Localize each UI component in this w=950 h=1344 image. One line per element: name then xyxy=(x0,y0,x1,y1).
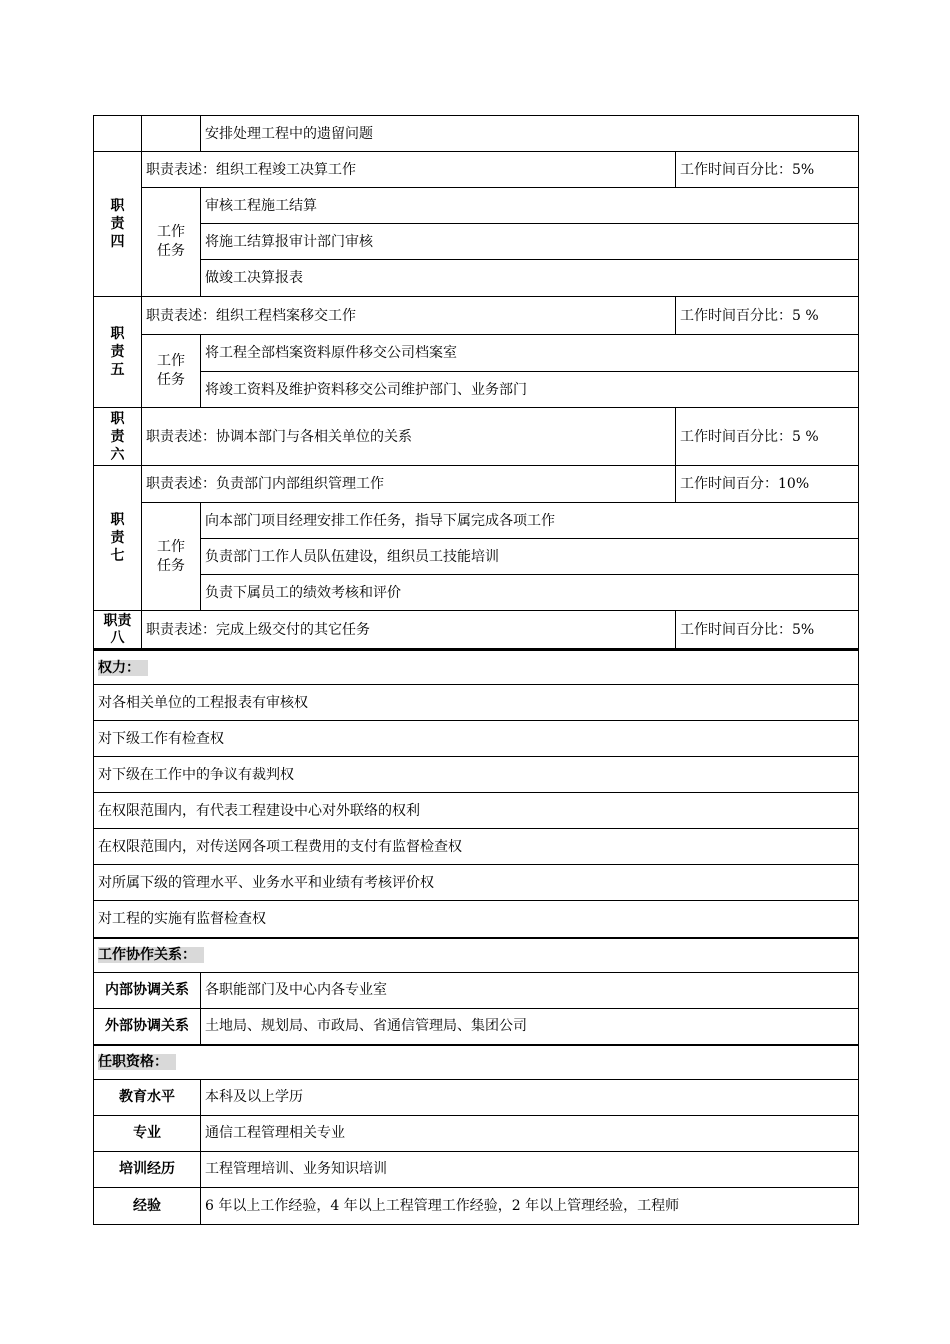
internal-relations-label: 内部协调关系 xyxy=(94,972,201,1008)
duty-8-time-percent: 工作时间百分比：5% xyxy=(676,611,859,649)
duty-7-task-label: 工作任务 xyxy=(142,503,201,611)
duty-8-label: 职责八 xyxy=(94,611,142,649)
task-item: 向本部门项目经理安排工作任务，指导下属完成各项工作 xyxy=(201,503,859,539)
qualifications-heading: 任职资格： xyxy=(94,1045,859,1080)
power-item: 对各相关单位的工程报表有审核权 xyxy=(94,685,859,721)
qualification-label: 专业 xyxy=(94,1115,201,1151)
duty-5-label: 职责五 xyxy=(94,297,142,408)
qualification-value: 通信工程管理相关专业 xyxy=(201,1115,859,1151)
qualification-label: 教育水平 xyxy=(94,1079,201,1115)
power-item: 对下级在工作中的争议有裁判权 xyxy=(94,757,859,793)
job-description-page xyxy=(93,115,858,1225)
power-item: 在权限范围内，有代表工程建设中心对外联络的权利 xyxy=(94,793,859,829)
relations-heading: 工作协作关系： xyxy=(94,938,859,973)
duty-7-description: 职责表述：负责部门内部组织管理工作 xyxy=(142,466,676,503)
qualification-label: 经验 xyxy=(94,1187,201,1224)
duty-6-label: 职责六 xyxy=(94,408,142,466)
power-item: 在权限范围内，对传送网各项工程费用的支付有监督检查权 xyxy=(94,829,859,865)
qualification-value: 工程管理培训、业务知识培训 xyxy=(201,1151,859,1187)
duty-4-label: 职责四 xyxy=(94,152,142,297)
duty-4-description: 职责表述：组织工程竣工决算工作 xyxy=(142,152,676,188)
duty-6-time-percent: 工作时间百分比：5 % xyxy=(676,408,859,466)
duty-5-task-label: 工作任务 xyxy=(142,335,201,408)
duty-6-description: 职责表述：协调本部门与各相关单位的关系 xyxy=(142,408,676,466)
duty-4-time-percent: 工作时间百分比：5% xyxy=(676,152,859,188)
qualification-value: 本科及以上学历 xyxy=(201,1079,859,1115)
task-item: 将工程全部档案资料原件移交公司档案室 xyxy=(201,335,859,372)
external-relations-label: 外部协调关系 xyxy=(94,1008,201,1045)
power-item: 对下级工作有检查权 xyxy=(94,721,859,757)
task-item: 做竣工决算报表 xyxy=(201,260,859,297)
qualification-label: 培训经历 xyxy=(94,1151,201,1187)
powers-heading: 权力： xyxy=(94,650,859,685)
task-item: 负责部门工作人员队伍建设，组织员工技能培训 xyxy=(201,539,859,575)
task-item: 将施工结算报审计部门审核 xyxy=(201,224,859,260)
task-item: 将竣工资料及维护资料移交公司维护部门、业务部门 xyxy=(201,372,859,408)
duty-8-description: 职责表述：完成上级交付的其它任务 xyxy=(142,611,676,649)
task-item: 安排处理工程中的遗留问题 xyxy=(201,116,859,152)
task-item: 审核工程施工结算 xyxy=(201,188,859,224)
duty-label-cell xyxy=(94,116,142,152)
duty-5-description: 职责表述：组织工程档案移交工作 xyxy=(142,297,676,335)
power-item: 对所属下级的管理水平、业务水平和业绩有考核评价权 xyxy=(94,865,859,901)
duty-4-task-label: 工作任务 xyxy=(142,188,201,297)
duty-5-time-percent: 工作时间百分比：5 % xyxy=(676,297,859,335)
power-item: 对工程的实施有监督检查权 xyxy=(94,901,859,938)
task-item: 负责下属员工的绩效考核和评价 xyxy=(201,575,859,611)
internal-relations-value: 各职能部门及中心内各专业室 xyxy=(201,972,859,1008)
task-label-cell xyxy=(142,116,201,152)
duties-table xyxy=(93,115,859,649)
details-table xyxy=(93,649,859,1225)
external-relations-value: 土地局、规划局、市政局、省通信管理局、集团公司 xyxy=(201,1008,859,1045)
qualification-value: 6 年以上工作经验，4 年以上工程管理工作经验，2 年以上管理经验，工程师 xyxy=(201,1187,859,1224)
duty-7-time-percent: 工作时间百分：10% xyxy=(676,466,859,503)
duty-7-label: 职责七 xyxy=(94,466,142,611)
